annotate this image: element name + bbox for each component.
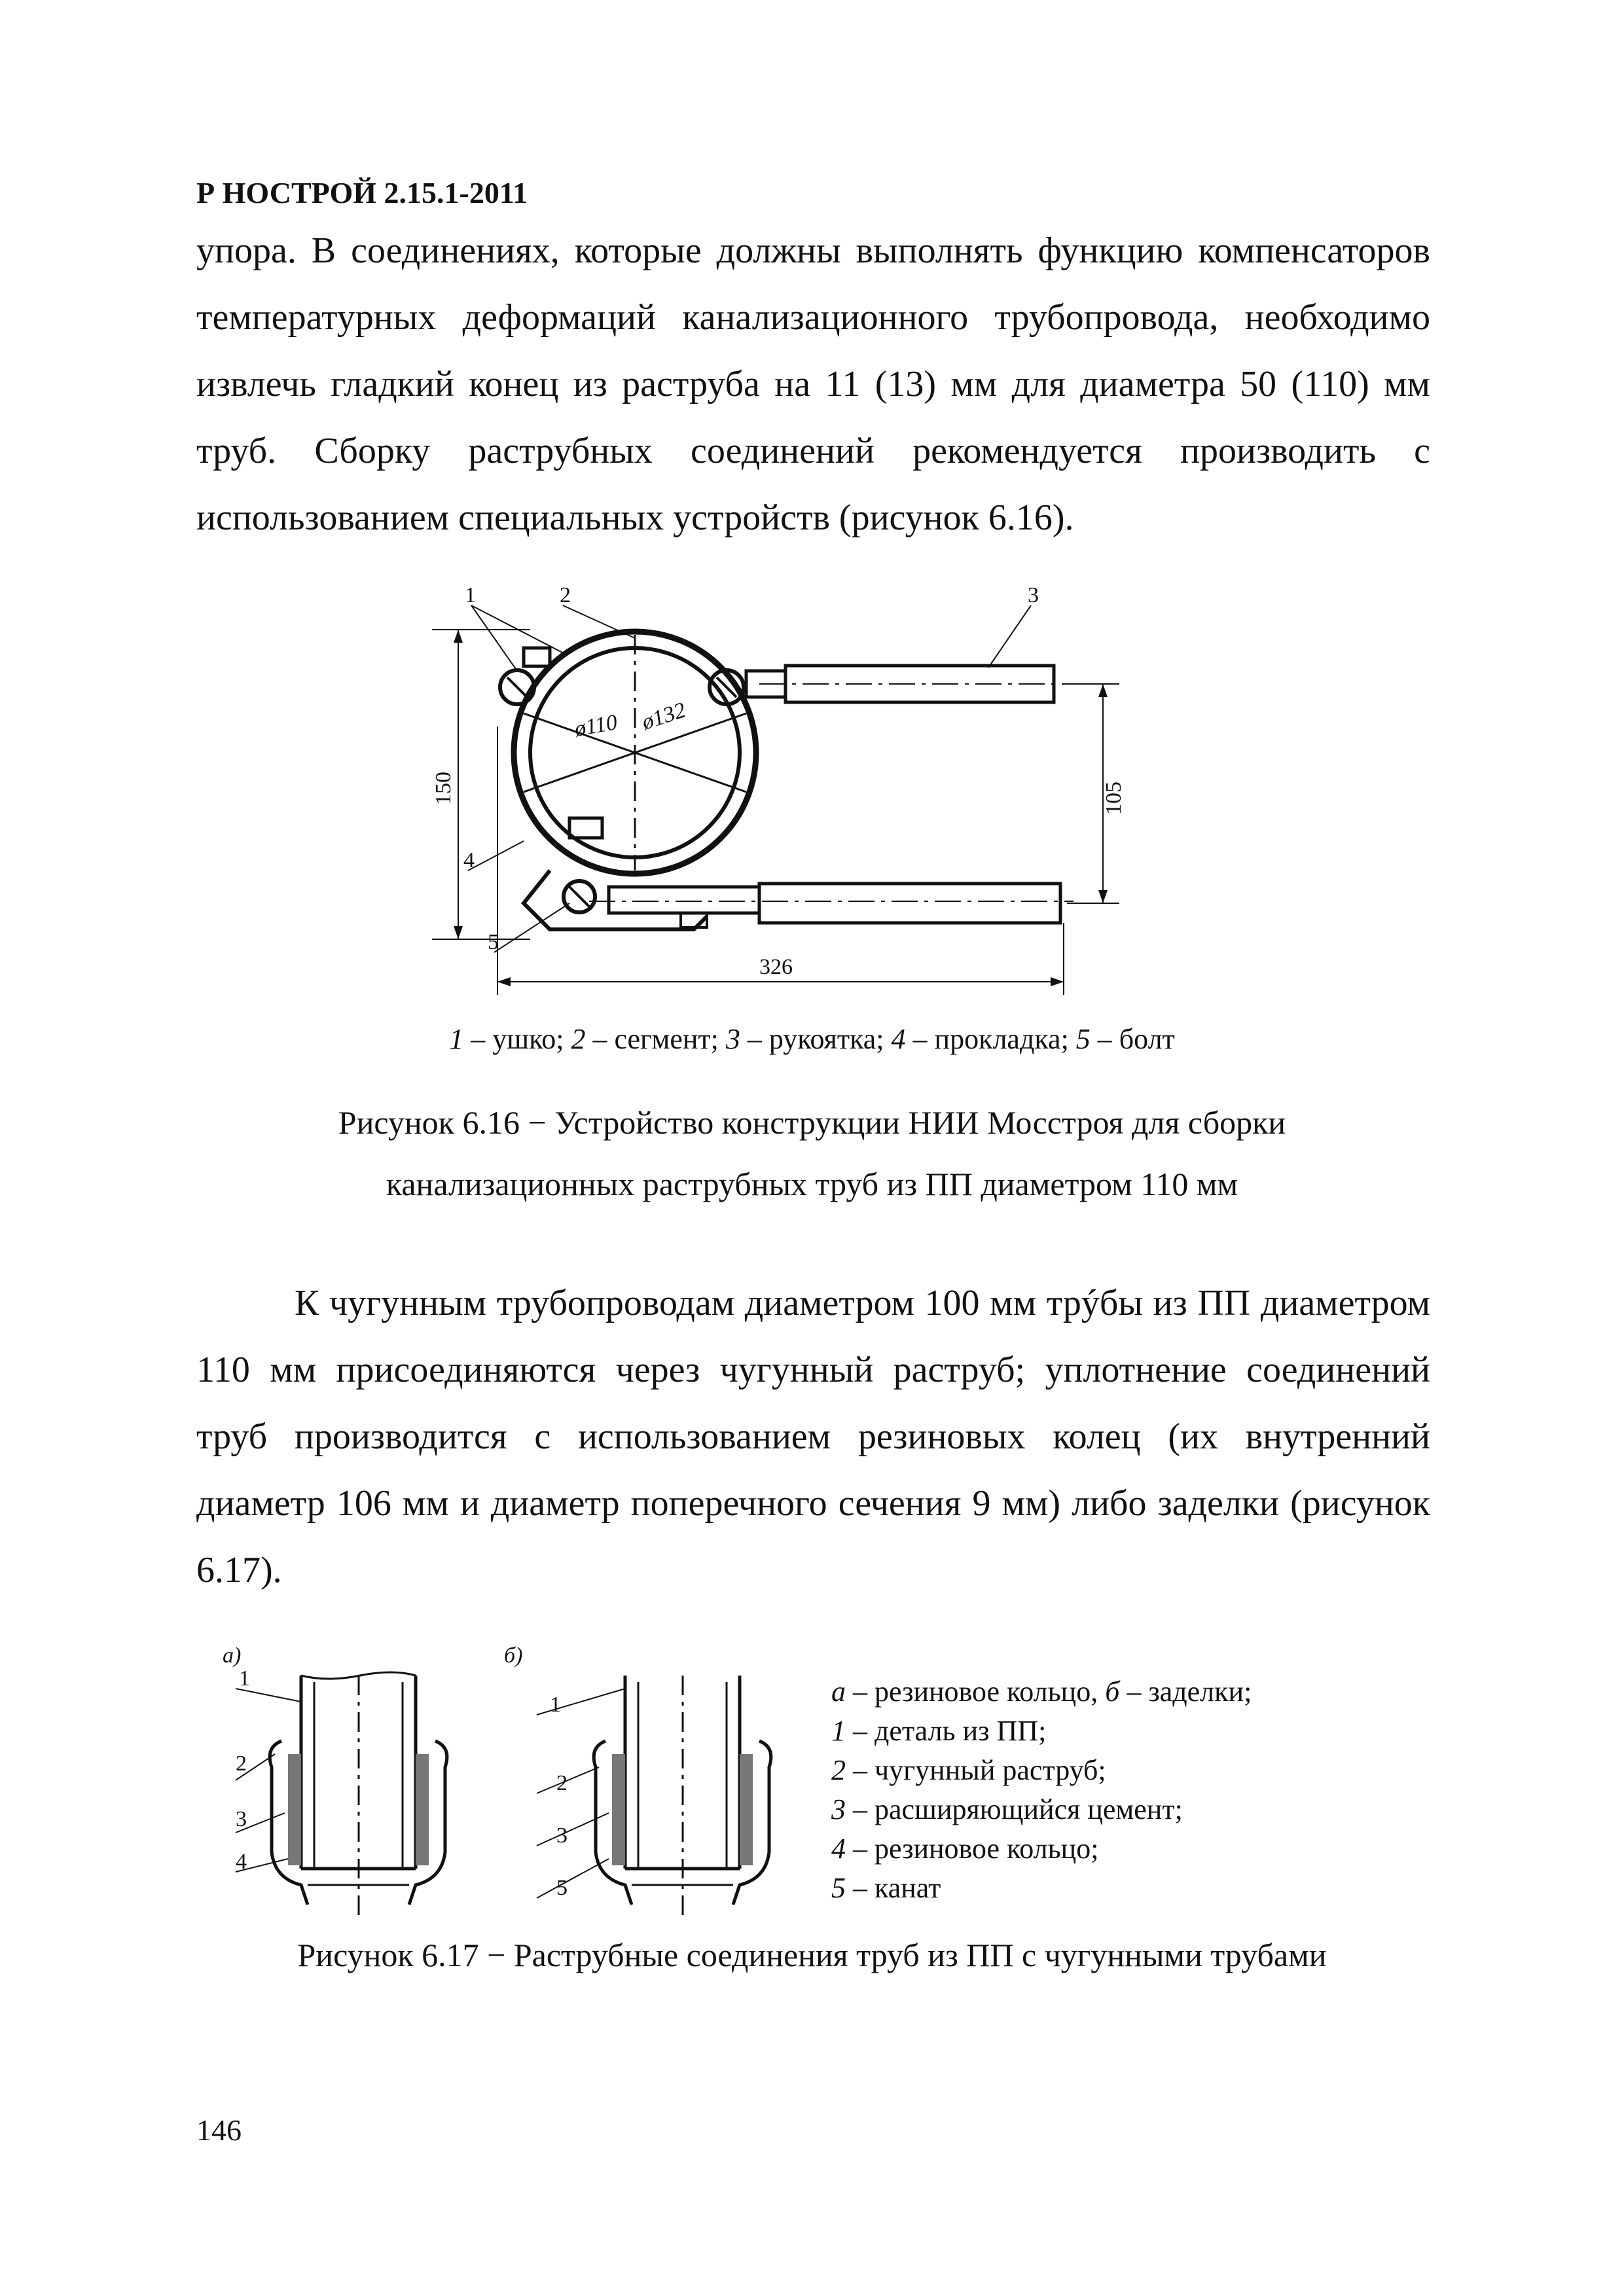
- document-code-header: Р НОСТРОЙ 2.15.1-2011: [196, 176, 528, 209]
- legend-text: – деталь из ПП;: [846, 1715, 1047, 1747]
- callout-3: 3: [556, 1823, 568, 1848]
- legend-key: 3: [831, 1793, 846, 1825]
- dim-length: 326: [759, 955, 793, 979]
- figure-6-17-caption: Рисунок 6.17 − Раструбные соединения труб из ПП с чугунными трубами: [297, 1937, 1327, 1973]
- lower-handle: [759, 884, 1060, 923]
- legend-text: – расширяющийся цемент;: [846, 1793, 1183, 1825]
- legend-text: – резиновое кольцо;: [846, 1833, 1099, 1865]
- socket-joint-sealing-drawing: [491, 1636, 805, 1924]
- callout-1: 1: [465, 583, 476, 607]
- socket-joint-rubber-ring-drawing: [209, 1636, 484, 1924]
- dim-handle-gap: 105: [1102, 781, 1126, 815]
- dim-inner-diameter: ø110: [572, 710, 619, 742]
- legend-key: 1: [831, 1715, 846, 1747]
- legend-key: 4: [831, 1833, 846, 1865]
- callout-4: 4: [236, 1850, 247, 1874]
- legend-text: – рукоятка;: [740, 1023, 892, 1055]
- callout-4: 4: [463, 848, 475, 872]
- callout-2: 2: [556, 1771, 568, 1795]
- figure-6-17-panel-a: [209, 1636, 484, 1924]
- legend-key: а: [831, 1676, 846, 1708]
- dim-outer-diameter: ø132: [639, 698, 689, 735]
- legend-key: 1: [449, 1023, 464, 1055]
- legend-key: 3: [725, 1023, 740, 1055]
- caption-line-2: канализационных раструбных труб из ПП диаметром 110 мм: [386, 1166, 1238, 1202]
- figure-6-16-caption: [0, 1092, 1624, 1215]
- legend-key: 4: [891, 1023, 906, 1055]
- legend-row: [831, 1829, 1252, 1869]
- callout-5: 5: [488, 930, 499, 954]
- legend-key: б: [1105, 1676, 1120, 1708]
- legend-text: – канат: [846, 1872, 941, 1904]
- legend-row: [831, 1712, 1252, 1751]
- legend-text: – болт: [1090, 1023, 1175, 1055]
- body-paragraph-2: К чугунным трубопроводам диаметром 100 мм трýбы из ПП диаметром 110 мм присоединяются через чугунный раструб; уплотнение соединений труб производится с использованием резиновых колец (их внутренний диаметр 106 мм и диаметр поперечного сечения 9 мм) либо заделки (рисунок 6.17).: [196, 1283, 1430, 1590]
- legend-row: [831, 1672, 1252, 1712]
- legend-key: 5: [831, 1872, 846, 1904]
- legend-text: – резиновое кольцо,: [846, 1676, 1106, 1708]
- legend-row: [831, 1751, 1252, 1790]
- legend-text: – заделки;: [1119, 1676, 1252, 1708]
- assembly-device-drawing: [419, 576, 1172, 1001]
- panel-a-label: а): [223, 1643, 242, 1668]
- callout-3: 3: [1028, 583, 1039, 607]
- legend-text: – ушко;: [463, 1023, 571, 1055]
- callout-2: 2: [236, 1751, 247, 1776]
- legend-key: 2: [571, 1023, 586, 1055]
- legend-text: – чугунный раструб;: [846, 1754, 1106, 1786]
- legend-text: – сегмент;: [585, 1023, 726, 1055]
- page-number: 146: [196, 2113, 242, 2147]
- legend-text: – прокладка;: [905, 1023, 1076, 1055]
- figure-6-17-legend: [831, 1672, 1252, 1908]
- callout-3: 3: [236, 1807, 247, 1831]
- legend-row: [831, 1790, 1252, 1829]
- callout-1: 1: [550, 1693, 561, 1717]
- callout-5: 5: [556, 1876, 568, 1900]
- dim-height: 150: [431, 772, 456, 805]
- figure-6-16-drawing: [419, 576, 1172, 1001]
- legend-key: 2: [831, 1754, 846, 1786]
- panel-b-label: б): [504, 1643, 523, 1668]
- callout-1: 1: [239, 1666, 250, 1691]
- figure-6-16-legend: [0, 1022, 1624, 1056]
- callout-2: 2: [560, 583, 571, 607]
- caption-line-1: Рисунок 6.16 − Устройство конструкции НИИ Мосстроя для сборки: [338, 1104, 1286, 1141]
- body-paragraph-1: упора. В соединениях, которые должны выполнять функцию компенсаторов температурных деформаций канализационного трубопровода, необходимо извлечь гладкий конец из раструба на 11 (13) мм для диаметра 50 (110) мм труб. Сборку раструбных соединений рекомендуется производить с использованием специальных устройств (рисунок 6.16).: [196, 230, 1430, 538]
- figure-6-17-panel-b: [491, 1636, 805, 1924]
- legend-key: 5: [1075, 1023, 1091, 1055]
- legend-row: [831, 1869, 1252, 1908]
